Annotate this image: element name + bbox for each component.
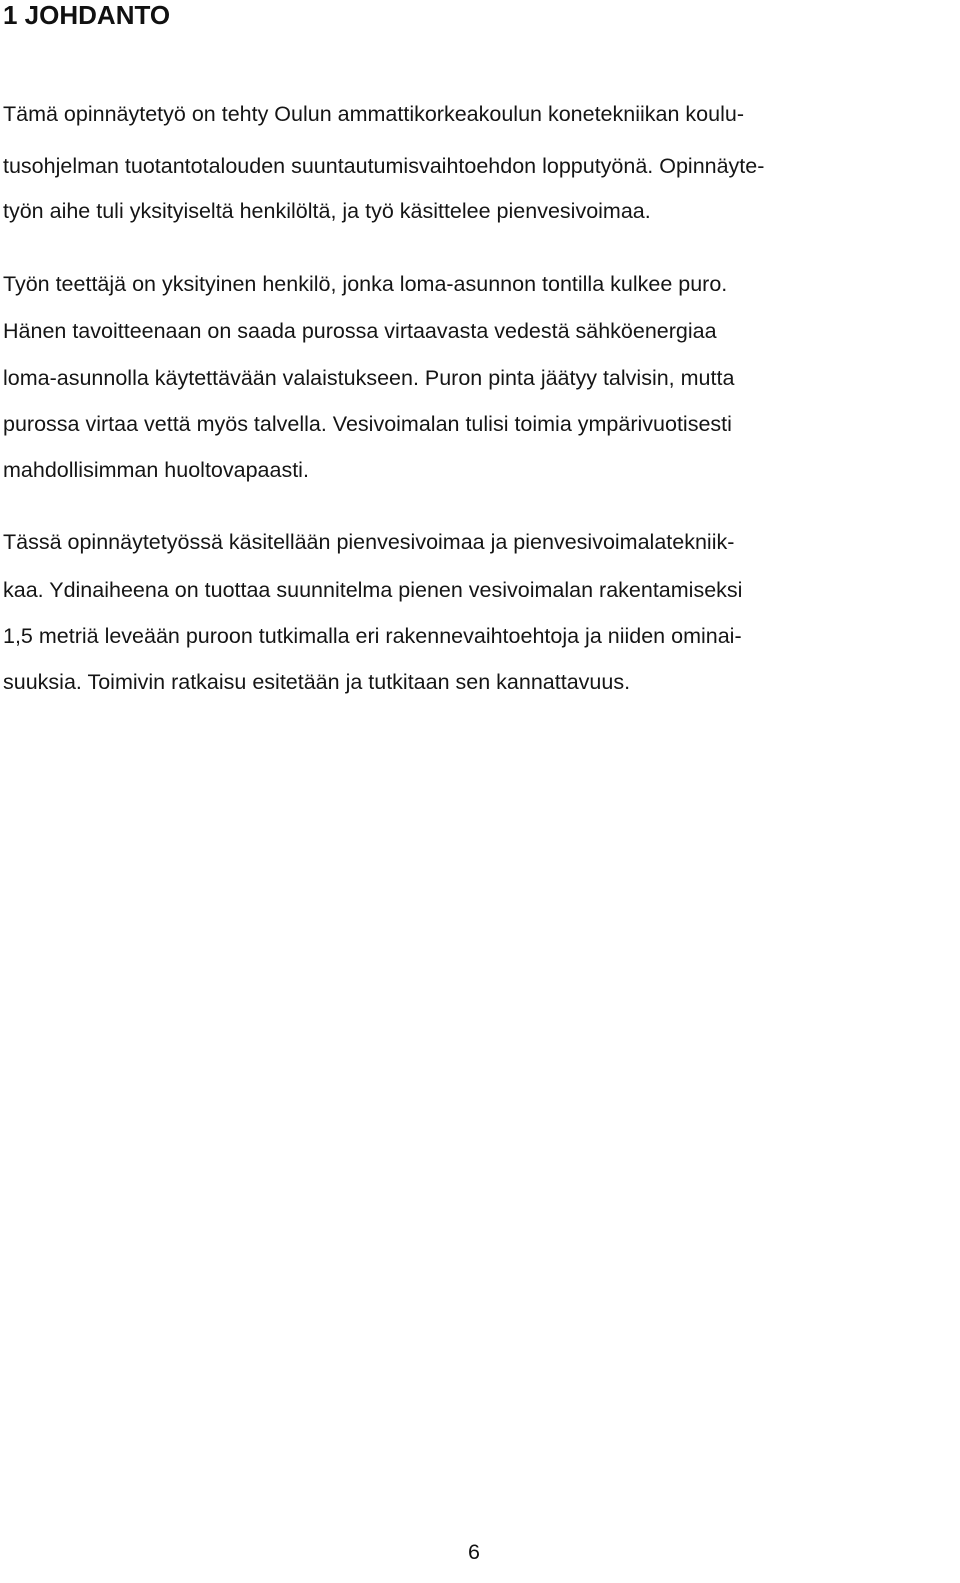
paragraph-2-line-4: purossa virtaa vettä myös talvella. Vesivoimalan tulisi toimia ympärivuotisesti xyxy=(3,412,732,436)
paragraph-1-line-1: Tämä opinnäytetyö on tehty Oulun ammattikorkeakoulun konetekniikan koulu- xyxy=(3,102,744,126)
paragraph-3-line-4: suuksia. Toimivin ratkaisu esitetään ja tutkitaan sen kannattavuus. xyxy=(3,670,631,694)
paragraph-2-line-5: mahdollisimman huoltovapaasti. xyxy=(3,458,309,482)
paragraph-2-line-2: Hänen tavoitteenaan on saada purossa virtaavasta vedestä sähköenergiaa xyxy=(3,319,717,343)
paragraph-1-line-3: työn aihe tuli yksityiseltä henkilöltä, ja työ käsittelee pienvesivoimaa. xyxy=(3,199,651,223)
page-number: 6 xyxy=(468,1540,480,1564)
paragraph-2-line-3: loma-asunnolla käytettävään valaistukseen. Puron pinta jäätyy talvisin, mutta xyxy=(3,366,735,390)
paragraph-3-line-1: Tässä opinnäytetyössä käsitellään pienvesivoimaa ja pienvesivoimalatekniik- xyxy=(3,530,735,554)
paragraph-3-line-3: 1,5 metriä leveään puroon tutkimalla eri rakennevaihtoehtoja ja niiden ominai- xyxy=(3,624,742,648)
paragraph-3-line-2: kaa. Ydinaiheena on tuottaa suunnitelma pienen vesivoimalan rakentamiseksi xyxy=(3,578,743,602)
paragraph-2-line-1: Työn teettäjä on yksityinen henkilö, jonka loma-asunnon tontilla kulkee puro. xyxy=(3,272,728,296)
chapter-heading: 1 JOHDANTO xyxy=(3,0,171,30)
paragraph-1-line-2: tusohjelman tuotantotalouden suuntautumisvaihtoehdon lopputyönä. Opinnäyte- xyxy=(3,154,765,178)
